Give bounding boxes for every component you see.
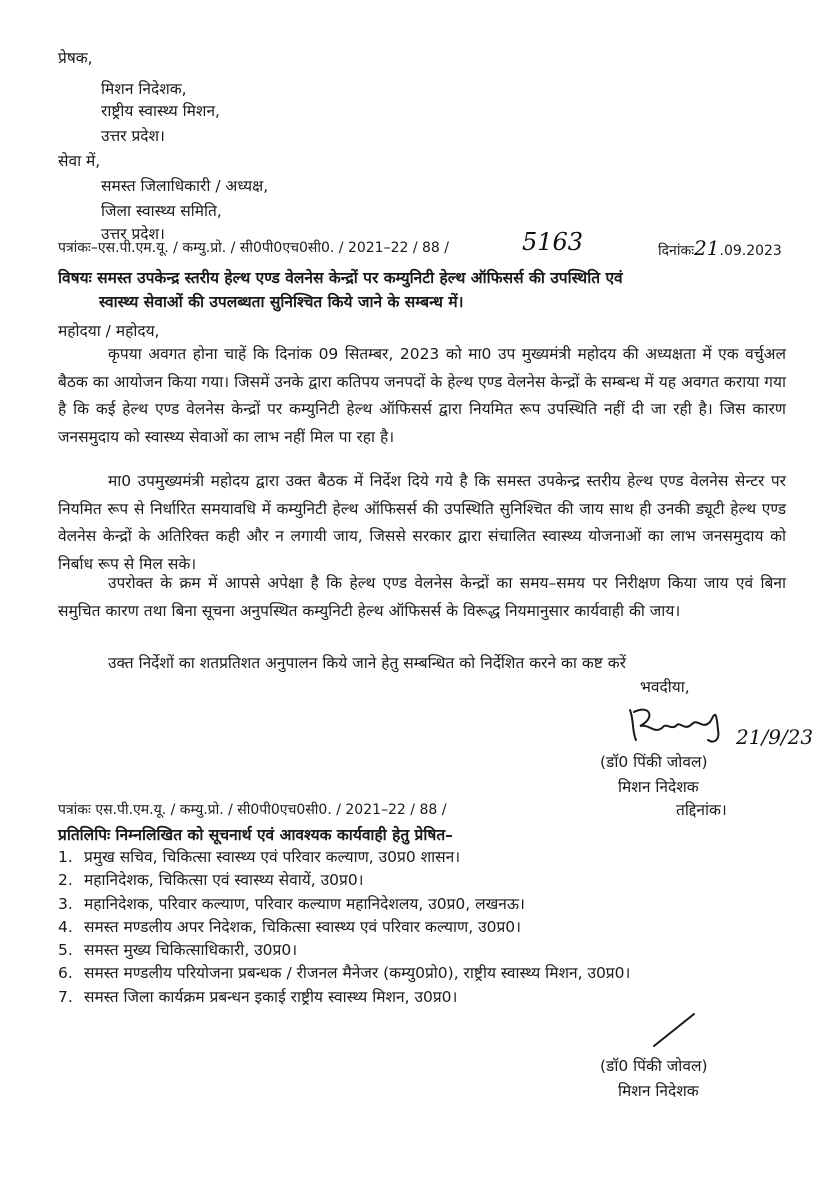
- recipient-line-3: उत्तर प्रदेश।: [101, 225, 165, 243]
- list-item: [58, 986, 630, 1009]
- list-item-text: महानिदेशक, परिवार कल्याण, परिवार कल्याण महानिदेशलय, उ0प्र0, लखनऊ।: [84, 894, 525, 913]
- list-item-number: 4.: [58, 917, 73, 936]
- list-item-number: 2.: [58, 871, 73, 890]
- list-item: [58, 869, 630, 892]
- list-item-text: महानिदेशक, चिकित्सा एवं स्वास्थ्य सेवायें, उ0प्र0।: [84, 871, 364, 890]
- list-item-number: 5.: [58, 941, 73, 960]
- body-paragraph-1: [58, 341, 786, 451]
- body-paragraph-3-text: उपरोक्त के क्रम में आपसे अपेक्षा है कि हेल्थ एण्ड वेलनेस केन्द्रों का समय–समय पर निरीक्षण किया जाय एवं बिना समुचित कारण तथा बिना सूचना अनुपस्थित कम्युनिटी हेल्थ ऑफिसर्स के विरूद्ध नियमानुसार कार्यवाही की जाय।: [58, 574, 786, 620]
- body-paragraph-2-text: मा0 उपमुख्यमंत्री महोदय द्वारा उक्त बैठक में निर्देश दिये गये है कि समस्त उपकेन्द्र स्तरीय हेल्थ एण्ड वेलनेस सेन्टर पर नियमित रूप से निर्धारित समयावधि में कम्युनिटी हेल्थ ऑफिसर्स की उपस्थिति सुनिश्चित की जाय साथ ही उनकी ड्यूटी हेल्थ एण्ड वेलनेस केन्द्रों के अतिरिक्त कही और न लगायी जाय, जिससे सरकार द्वारा संचालित स्वास्थ्य योजनाओं का लाभ जनसमुदाय को निर्बाध रूप से मिल सके।: [58, 472, 786, 573]
- reference-patrank: पत्रांकः–एस.पी.एम.यू. / कम्यु.प्रो. / सी0पी0एच0सी0. / 2021–22 / 88 /: [58, 240, 449, 256]
- body-paragraph-2: [58, 468, 786, 578]
- signature-handwritten-date: 21/9/23: [736, 725, 814, 749]
- pratilipi-heading: प्रतिलिपिः निम्नलिखित को सूचनार्थ एवं आवश्यक कार्यवाही हेतु प्रेषित–: [58, 826, 453, 844]
- list-item-text: प्रमुख सचिव, चिकित्सा स्वास्थ्य एवं परिवार कल्याण, उ0प्र0 शासन।: [84, 848, 461, 866]
- list-item: [58, 939, 630, 962]
- footer-signatory-name: (डॉ0 पिंकी जोवल): [600, 1057, 708, 1075]
- list-item-text: समस्त मुख्य चिकित्साधिकारी, उ0प्र0।: [84, 941, 298, 960]
- copy-recipient-list: [58, 846, 630, 1009]
- list-item-number: 1.: [58, 848, 73, 866]
- list-item: [58, 962, 630, 985]
- list-item-text: समस्त मण्डलीय परियोजना प्रबन्धक / रीजनल मैनेजर (कम्यु0प्रो0), राष्ट्रीय स्वास्थ्य मिशन, उ0प्र0।: [84, 964, 631, 983]
- recipient-line-1: समस्त जिलाधिकारी / अध्यक्ष,: [101, 177, 269, 195]
- footer-initial-stroke: [650, 1010, 700, 1050]
- date-field: [658, 238, 782, 261]
- tad-dinank: तद्दिनांक।: [676, 801, 727, 819]
- list-item-text: समस्त मण्डलीय अपर निदेशक, चिकित्सा स्वास्थ्य एवं परिवार कल्याण, उ0प्र0।: [84, 917, 522, 936]
- list-item-number: 3.: [58, 894, 73, 913]
- body-paragraph-3: [58, 570, 786, 625]
- recipient-line-2: जिला स्वास्थ्य समिति,: [101, 202, 222, 220]
- date-handwritten-day: 21: [694, 236, 720, 260]
- signature-scribble: [620, 700, 740, 746]
- list-item-number: 7.: [58, 987, 73, 1006]
- closing: भवदीया,: [640, 678, 690, 696]
- body-paragraph-1-text: कृपया अवगत होना चाहें कि दिनांक 09 सितम्बर, 2023 को मा0 उप मुख्यमंत्री महोदय की अध्यक्षता में एक वर्चुअल बैठक का आयोजन किया गया। जिसमें उनके द्वारा कतिपय जनपदों के हेल्थ एण्ड वेलनेस केन्द्रों के सम्बन्ध में यह अवगत कराया गया है कि कई हेल्थ एण्ड वेलनेस केन्द्रों पर कम्युनिटी हेल्थ ऑफिसर्स द्वारा नियमित रूप उपस्थिति नहीं दी जा रही है। जिस कारण जनसमुदाय को स्वास्थ्य सेवाओं का लाभ नहीं मिल पा रहा है।: [58, 345, 786, 446]
- list-item: [58, 846, 630, 869]
- sender-label: प्रेषक,: [58, 49, 93, 67]
- footer-signatory-designation: मिशन निदेशक: [618, 1082, 699, 1100]
- signatory-name: (डॉ0 पिंकी जोवल): [600, 753, 708, 771]
- subject-line-2: स्वास्थ्य सेवाओं की उपलब्धता सुनिश्चित किये जाने के सम्बन्ध में।: [99, 293, 464, 311]
- sender-line-1: मिशन निदेशक,: [101, 80, 187, 98]
- signatory-designation: मिशन निदेशक: [618, 778, 699, 796]
- date-label: दिनांकः: [658, 243, 695, 259]
- sender-line-2: राष्ट्रीय स्वास्थ्य मिशन,: [101, 102, 220, 120]
- date-suffix: .09.2023: [719, 243, 782, 259]
- list-item-number: 6.: [58, 964, 73, 983]
- salutation: महोदया / महोदय,: [58, 322, 160, 340]
- list-item: [58, 916, 630, 939]
- body-paragraph-4: [58, 650, 786, 678]
- body-paragraph-4-text: उक्त निर्देशों का शतप्रतिशत अनुपालन किये जाने हेतु सम्बन्धित को निर्देशित करने का कष्ट करें: [108, 654, 626, 672]
- recipient-label: सेवा में,: [58, 152, 101, 170]
- subject-line-1: विषयः समस्त उपकेन्द्र स्तरीय हेल्थ एण्ड वेलनेस केन्द्रों पर कम्युनिटी हेल्थ ऑफिसर्स की उपस्थिति एवं: [58, 269, 623, 287]
- handwritten-letter-number: 5163: [522, 228, 584, 256]
- copy-patrank: पत्रांकः एस.पी.एम.यू. / कम्यु.प्रो. / सी0पी0एच0सी0. / 2021–22 / 88 /: [58, 802, 447, 818]
- list-item-text: समस्त जिला कार्यक्रम प्रबन्धन इकाई राष्ट्रीय स्वास्थ्य मिशन, उ0प्र0।: [84, 987, 458, 1006]
- list-item: [58, 893, 630, 916]
- sender-line-3: उत्तर प्रदेश।: [101, 127, 165, 145]
